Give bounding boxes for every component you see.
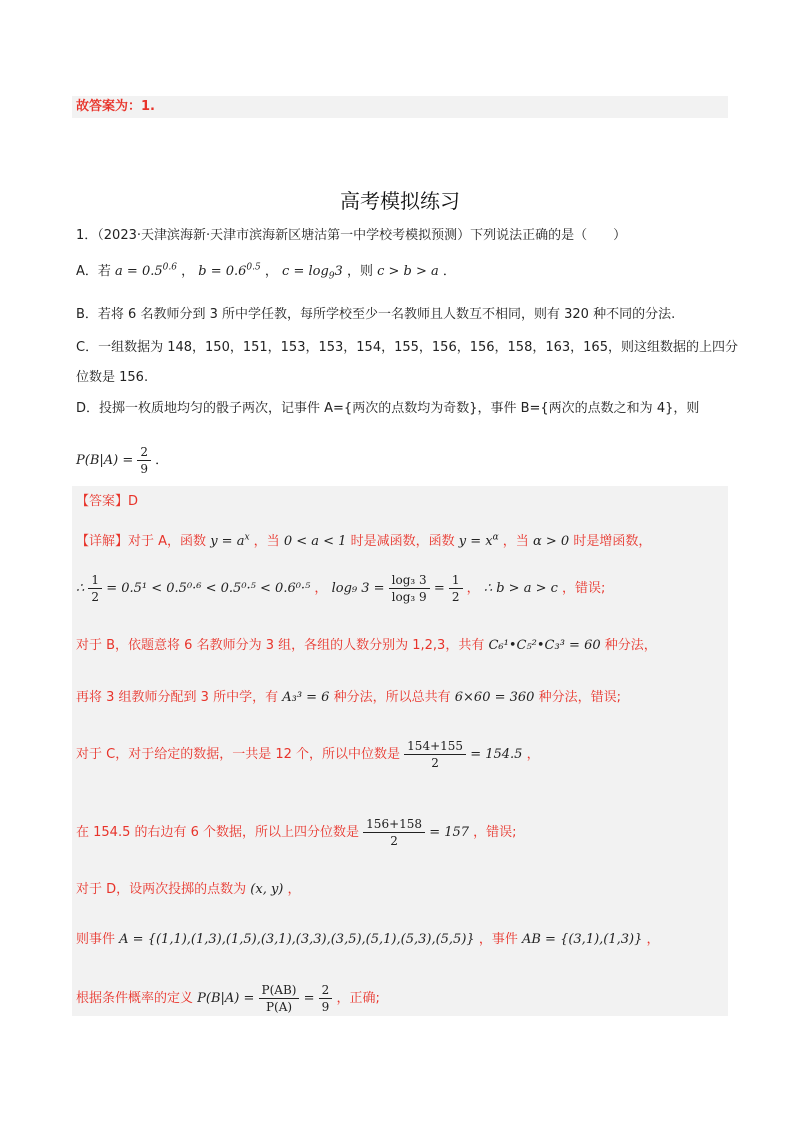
answer-label: 【答案】D — [76, 494, 139, 509]
detail-line-4: 再将 3 组教师分配到 3 所中学，有 A₃³ = 6 种分法，所以总共有 6×60 = 360 种分法，错误; — [76, 690, 621, 705]
detail-line-8: 则事件 A = {(1,1),(1,3),(1,5),(3,1),(3,3),(3,5),(5,1),(5,3),(5,5)} ，事件 AB = {(3,1),(1,3)} ， — [76, 932, 660, 947]
previous-answer: 故答案为：1. — [76, 99, 155, 114]
detail-line-5: 对于 C，对于给定的数据，一共是 12 个，所以中位数是 $\frac{154+155}{2}$ = 154.5 ， — [76, 739, 540, 770]
detail-line-6: 在 154.5 的右边有 6 个数据，所以上四分位数是 $\frac{156+158}{2}$ = 157 ，错误; — [76, 817, 517, 848]
detail-line-7: 对于 D，设两次投掷的点数为 (x, y) ， — [76, 882, 301, 897]
option-c-line1: C．一组数据为 148，150，151，153，153，154，155，156，156，158，163，165，则这组数据的上四分 — [76, 340, 738, 355]
detail-line-2: ∴ $\frac{1}{2}$ = 0.5¹ < 0.5⁰·⁶ < 0.5⁰·⁵ < 0.6⁰·⁵ ， log₉ 3 = $\frac{\text{log₃ 3}}{\text{log₃ 9}}$ = $\frac{1}{2}$ ， ∴ b > a > c ，错误; — [76, 573, 606, 604]
option-b: B．若将 6 名教师分到 3 所中学任教，每所学校至少一名教师且人数互不相同，则有 320 种不同的分法. — [76, 307, 676, 322]
option-a: A．若 $a = 0.5^{0.6}$ ， $b = 0.6^{0.5}$ ， $c = \log_93$ ，则 c > b > a ． — [76, 262, 456, 282]
detail-line-3: 对于 B，依题意将 6 名教师分为 3 组，各组的人数分别为 1,2,3，共有 C₆¹•C₅²•C₃³ = 60 种分法， — [76, 638, 657, 653]
detail-line-9: 根据条件概率的定义 P(B|A) = $\frac{P(AB)}{P(A)}$ = $\frac{2}{9}$ ，正确; — [76, 983, 380, 1014]
option-a-prefix: A．若 — [76, 264, 111, 279]
previous-answer-band — [72, 96, 728, 118]
section-title: 高考模拟练习 — [340, 189, 460, 213]
option-d-formula: P(B|A) = $\frac{2}{9}$ ． — [76, 445, 169, 476]
question-stem: 1．（2023·天津滨海新·天津市滨海新区塘沽第一中学校考模拟预测）下列说法正确的是（ ） — [76, 228, 627, 243]
option-d-line1: D．投掷一枚质地均匀的骰子两次，记事件 A={两次的点数均为奇数}，事件 B={两次的点数之和为 4}，则 — [76, 401, 700, 416]
option-c-line2: 位数是 156. — [76, 370, 149, 385]
detail-line-1: 【详解】对于 A，函数 $y = a^x$ ，当 0 < a < 1 时是减函数，函数 $y = x^\alpha$ ，当 α > 0 时是增函数， — [76, 532, 652, 549]
